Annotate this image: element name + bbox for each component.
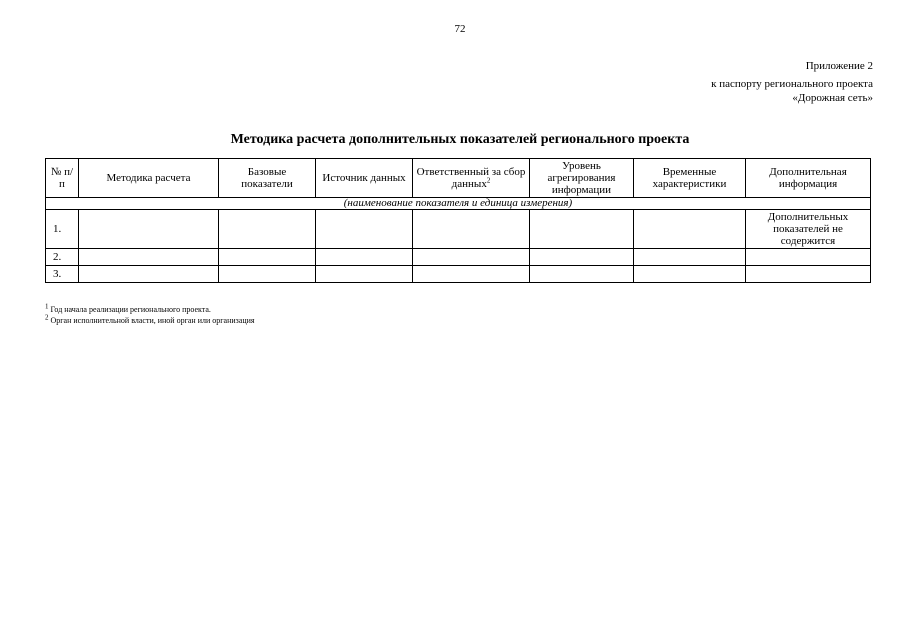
cell-data-source xyxy=(316,210,413,249)
table-header-row xyxy=(46,159,871,198)
cell-responsible xyxy=(413,210,530,249)
document-title: Методика расчета дополнительных показателей регионального проекта xyxy=(230,132,690,147)
footnote-item xyxy=(45,315,255,326)
header-footnote-mark: 2 xyxy=(486,176,491,185)
subheader-row xyxy=(46,198,871,210)
header-method: Методика расчета xyxy=(79,159,219,198)
cell-aggregation-level xyxy=(530,210,634,249)
header-time-characteristics: Временные характеристики xyxy=(634,159,746,198)
methodology-table xyxy=(45,158,871,283)
table-row xyxy=(46,249,871,266)
cell-time-characteristics xyxy=(634,266,746,283)
cell-responsible xyxy=(413,266,530,283)
cell-additional-info xyxy=(746,249,871,266)
footnote-mark: 1 xyxy=(45,302,49,311)
table-row xyxy=(46,266,871,283)
cell-time-characteristics xyxy=(634,210,746,249)
header-data-source: Источник данных xyxy=(316,159,413,198)
footnote-text: Год начала реализации регионального проекта. xyxy=(50,305,211,314)
cell-responsible xyxy=(413,249,530,266)
cell-method xyxy=(79,210,219,249)
cell-aggregation-level xyxy=(530,249,634,266)
cell-base-indicators xyxy=(219,266,316,283)
header-base-indicators: Базовые показатели xyxy=(219,159,316,198)
footnote-text: Орган исполнительной власти, иной орган или организация xyxy=(50,316,255,325)
appendix-label: Приложение 2 xyxy=(805,60,873,72)
header-responsible-label: Ответственный за сбор данных xyxy=(416,166,526,190)
footnote-mark: 2 xyxy=(45,313,49,322)
row-number: 1. xyxy=(46,210,79,249)
header-num: № п/п xyxy=(46,159,79,198)
appendix-passport-line: к паспорту регионального проекта xyxy=(711,78,873,90)
header-responsible xyxy=(413,159,530,198)
cell-additional-info xyxy=(746,266,871,283)
cell-time-characteristics xyxy=(634,249,746,266)
header-aggregation-level: Уровень агрегирования информации xyxy=(530,159,634,198)
cell-additional-info: Дополнительных показателей не содержится xyxy=(746,210,871,249)
appendix-project-name: «Дорожная сеть» xyxy=(792,92,873,104)
cell-method xyxy=(79,249,219,266)
cell-data-source xyxy=(316,249,413,266)
cell-aggregation-level xyxy=(530,266,634,283)
header-additional-info: Дополнительная информация xyxy=(746,159,871,198)
footnotes xyxy=(45,304,255,326)
table-row xyxy=(46,210,871,249)
cell-base-indicators xyxy=(219,249,316,266)
row-number: 2. xyxy=(46,249,79,266)
footnote-item xyxy=(45,304,255,315)
cell-data-source xyxy=(316,266,413,283)
cell-method xyxy=(79,266,219,283)
cell-base-indicators xyxy=(219,210,316,249)
indicator-name-placeholder: (наименование показателя и единица измерения) xyxy=(46,198,871,210)
row-number: 3. xyxy=(46,266,79,283)
appendix-block xyxy=(711,59,873,105)
page-number: 72 xyxy=(454,23,466,35)
